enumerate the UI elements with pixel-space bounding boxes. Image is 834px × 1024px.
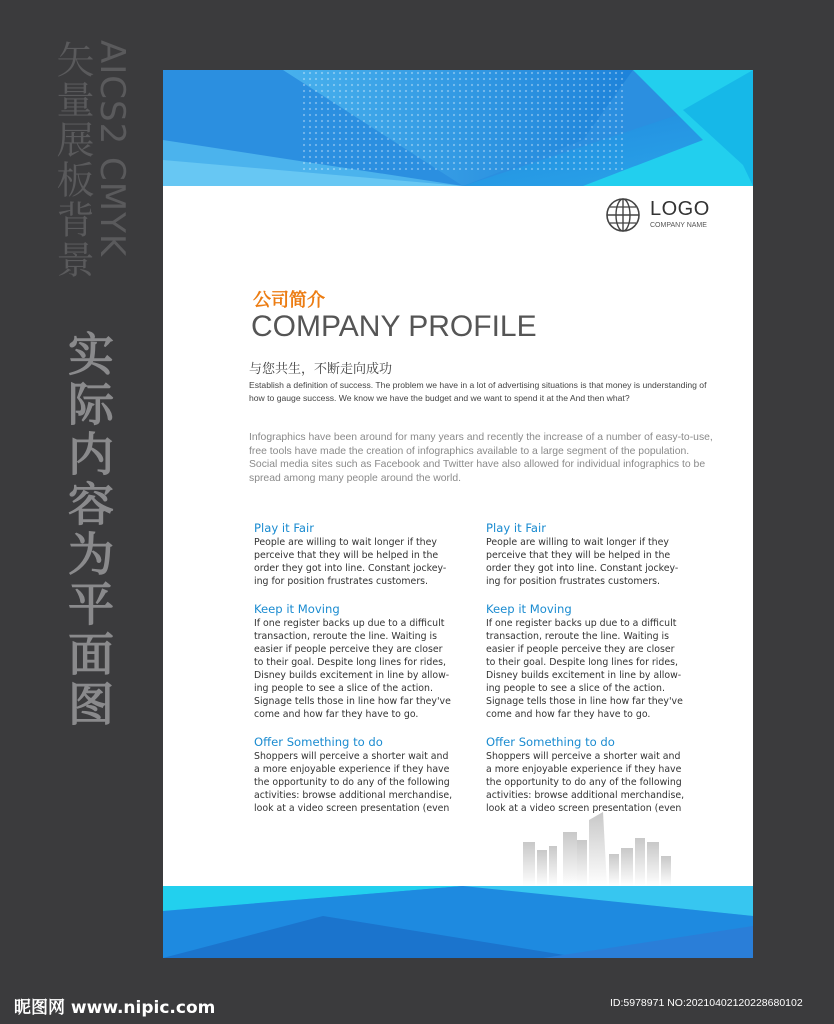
- slogan: 与您共生，不断走向成功: [249, 362, 393, 377]
- poster: [163, 70, 753, 958]
- text-column-left: [254, 521, 476, 829]
- logo-text: LOGO: [650, 198, 710, 220]
- section-offer-something: [486, 735, 708, 815]
- company-logo: [604, 196, 724, 236]
- infographics-paragraph: Infographics have been around for many years and recently the increase of a number of easy-to-use, free tools have made the creation of infographics available to a large segment of the population. Social media sites such as Facebook and Twitter have also allowed for individual infographics to be spread among many people around the world.: [249, 432, 713, 484]
- top-banner: [163, 70, 753, 186]
- site-watermark: 昵图网 www.nipic.com: [14, 998, 216, 1018]
- logo-company-name: COMPANY NAME: [650, 222, 707, 229]
- bottom-banner: [163, 886, 753, 958]
- vertical-watermark-cn: 矢量展板背景: [50, 40, 94, 280]
- intro-paragraph: Establish a definition of success. The problem we have in a lot of advertising situations is that money is understanding of how to gauge success. We know we have the budget and we want to spend it at the And then what?: [249, 380, 707, 403]
- section-keep-it-moving: [254, 602, 476, 721]
- section-keep-it-moving: [486, 602, 708, 721]
- section-body: Shoppers will perceive a shorter wait and a more enjoyable experience if they have the opportunity to do any of the following activities: browse additional merchandise, look at a video screen presentation (even: [254, 751, 453, 814]
- vertical-notice: 实际内容为平面图: [61, 330, 115, 730]
- section-play-it-fair: [254, 521, 476, 588]
- image-id-watermark: ID:5978971 NO:20210402120228680102: [610, 997, 803, 1009]
- section-heading: Keep it Moving: [486, 602, 572, 616]
- section-body: If one register backs up due to a difficult transaction, reroute the line. Waiting is easier if people perceive they are closer to their goal. Despite long lines for rides, Disney builds excitement in line by allow- ing people to see a slice of the action. Signage tells those in line how far they've come and how far they have to go.: [254, 618, 451, 720]
- city-skyline: [513, 810, 688, 886]
- section-body: If one register backs up due to a difficult transaction, reroute the line. Waiting is easier if people perceive they are closer to their goal. Despite long lines for rides, Disney builds excitement in line by allow- ing people to see a slice of the action. Signage tells those in line how far they've come and how far they have to go.: [486, 618, 683, 720]
- globe-icon: [604, 196, 642, 234]
- vertical-watermark-en: AICS2 CMYK: [92, 40, 132, 258]
- title-cn: 公司简介: [253, 290, 325, 311]
- section-heading: Offer Something to do: [254, 735, 383, 749]
- section-body: Shoppers will perceive a shorter wait and a more enjoyable experience if they have the opportunity to do any of the following activities: browse additional merchandise, look at a video screen presentation (even: [486, 751, 685, 814]
- section-body: People are willing to wait longer if they perceive that they will be helped in the order they got into line. Constant jockey- ing for position frustrates customers.: [486, 537, 679, 587]
- title-en: COMPANY PROFILE: [251, 310, 537, 343]
- section-heading: Offer Something to do: [486, 735, 615, 749]
- text-column-right: [486, 521, 708, 829]
- section-play-it-fair: [486, 521, 708, 588]
- section-offer-something: [254, 735, 476, 815]
- section-heading: Play it Fair: [486, 521, 547, 535]
- section-heading: Keep it Moving: [254, 602, 340, 616]
- section-body: People are willing to wait longer if they perceive that they will be helped in the order they got into line. Constant jockey- ing for position frustrates customers.: [254, 537, 447, 587]
- section-heading: Play it Fair: [254, 521, 315, 535]
